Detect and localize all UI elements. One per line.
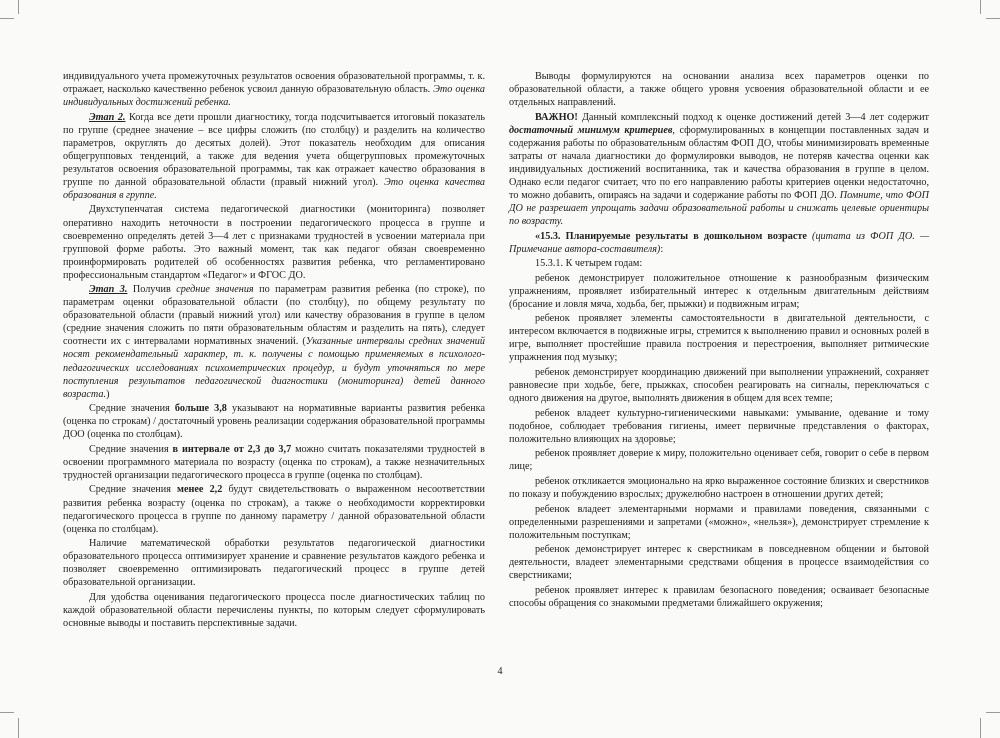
paragraph: Средние значения в интервале от 2,3 до 3,7 можно считать показателями трудностей в освоении программного материала по возрасту (оценка по строкам), а также незначительных трудностей организации педагогического процесса в группе (оценка по столбцам). [63,443,485,481]
list-item: ребенок проявляет доверие к миру, положительно оценивает себя, говорит о себе в первом лице; [509,448,929,473]
list-item: ребенок откликается эмоционально на ярко выраженное состояние близких и сверстников по показу и побуждению взрослых; дружелюбно настроен в отношении других детей; [509,475,929,500]
crop-mark [0,18,14,19]
crop-mark [18,0,19,14]
list-item: ребенок демонстрирует координацию движений при выполнении упражнений, сохраняет равновесие при ходьбе, беге, прыжках, способен реагировать на сигналы, переключаться с одного движения на другое, выполнять движения в общем для всех темпе; [509,367,929,405]
paragraph: Выводы формулируются на основании анализа всех параметров оценки по образовательной области, а также общего уровня усвоения образовательной области и ее отдельных направлений. [509,71,929,109]
crop-mark [980,0,981,14]
paragraph: Для удобства оценивания педагогического процесса после диагностических таблиц по каждой образовательной области перечислены пункты, по которым следует сформулировать основные выводы и поставить перспективные задачи. [63,591,485,629]
paragraph: Двухступенчатая система педагогической диагностики (мониторинга) позволяет оперативно находить неточности в построении педагогического процесса в группе и своевременно определять детей 3—4 лет с признаками трудностей в усвоении материала при групповой форме работы. Это важный момент, так как педагог обязан своевременно проинформировать родителей об особенностях развития ребенка, что регламентировано профессиональным стандартом «Педагог» и ФГОС ДО. [63,204,485,281]
page-number: 4 [497,666,503,677]
paragraph-stage-2: Этап 2. Когда все дети прошли диагностику, тогда подсчитывается итоговый показатель по группе (среднее значение – все цифры сложить (по столбцу) и разделить на количество параметров, округлять до десятых долей). Этот показатель необходим для описания общегрупповых тенденций, а также для ведения учета общегрупповых промежуточных результатов освоения образовательной программы, так как отражает качество образования в группе по данной образовательной области (правый нижний угол). Это оценка качества образования в группе. [63,111,485,201]
section-heading: «15.3. Планируемые результаты в дошкольном возрасте (цитата из ФОП ДО. — Примечание автора-составителя): [509,230,930,255]
paragraph-important: ВАЖНО! Данный комплексный подход к оценке достижений детей 3—4 лет содержит достаточный минимум критериев, сформулированных в концепции поставленных задач и содержания работы по образовательным областям ФОП ДО, чтобы минимизировать временные затраты от начала диагностики до формулировки выводов, не потеряв качества оценки как индивидуальных достижений воспитанника, так и качества образования в группе в целом. Однако если педагог считает, что по его направлению работы критериев оценки недостаточно, то можно добавить, опираясь на задачи и содержание работы по ФОП ДО. Помните, что ФОП ДО не разрешает упрощать задачи образовательной работы и снижать целевые ориентиры по возрасту. [509,111,929,228]
crop-mark [986,712,1000,713]
crop-mark [980,718,981,738]
paragraph: Средние значения больше 3,8 указывают на нормативные варианты развития ребенка (оценка по строкам) / достаточный уровень реализации содержания образовательной программы ДОО (оценка по столбцам). [63,403,485,441]
crop-mark [986,18,1000,19]
crop-mark [18,718,19,738]
paragraph: Средние значения менее 2,2 будут свидетельствовать о выраженном несоответствии развития ребенка возрасту (оценка по строкам), а также о необходимости корректировки педагогического процесса в группе по данному параметру / данной образовательной области (оценка по столбцам). [63,484,485,535]
list-item: ребенок демонстрирует интерес к сверстникам в повседневном общении и бытовой деятельности, владеет элементарными средствами общения в процессе взаимодействия со сверстниками; [509,544,929,582]
list-item: ребенок владеет элементарными нормами и правилами поведения, связанными с определенными разрешениями и запретами («можно», «нельзя»), демонстрирует стремление к положительным поступкам; [509,503,929,541]
crop-mark [0,712,14,713]
left-column [63,70,485,630]
paragraph: Наличие математической обработки результатов педагогической диагностики образовательного процесса оптимизирует хранение и сравнение результатов каждого ребенка и позволяет своевременно оптимизировать педагогический процесс в группе детей образовательной организации. [63,538,485,589]
subsection-heading: 15.3.1. К четырем годам: [535,258,643,270]
list-item: ребенок демонстрирует положительное отношение к разнообразным физическим упражнениям, проявляет избирательный интерес к отдельным двигательным действиям (бросание и ловля мяча, ходьба, бег, прыжки) и подвижным играм; [509,272,929,310]
list-item: ребенок проявляет интерес к правилам безопасного поведения; осваивает безопасные способы обращения со знакомыми предметами ближайшего окружения; [509,584,929,609]
right-column [509,70,929,610]
paragraph: индивидуального учета промежуточных результатов освоения образовательной программы, т. к. отражает, насколько качественно ребенок усвоил данную образовательную область. Это оценка индивидуальных достижений ребенка. [63,71,485,109]
paragraph-stage-3: Этап 3. Получив средние значения по параметрам развития ребенка (по строке), по параметрам оценки образовательной области (по столбцу), по общему результату по образовательной области (правый нижний угол) или качеству образования в группе в целом (средние значения сложить по пяти образовательным областям и разделить на пять), следует соотнести их с интервалами нормативных значений. (Указанные интервалы средних значений носят рекомендательный характер, т. к. получены с помощью применяемых в психолого-педагогических исследованиях психометрических процедур, и будут уточняться по мере поступления результатов педагогической диагностики (мониторинга) детей данного возраста.) [63,284,485,400]
list-item: ребенок владеет культурно-гигиеническими навыками: умывание, одевание и тому подобное, соблюдает требования гигиены, имеет первичные представления о факторах, положительно влияющих на здоровье; [509,407,929,445]
list-item: ребенок проявляет элементы самостоятельности в двигательной деятельности, с интересом включается в подвижные игры, стремится к выполнению правил и основных ролей в игре, выполняет простейшие правила построения и перестроения, выполняет ритмические упражнения под музыку; [509,313,929,364]
